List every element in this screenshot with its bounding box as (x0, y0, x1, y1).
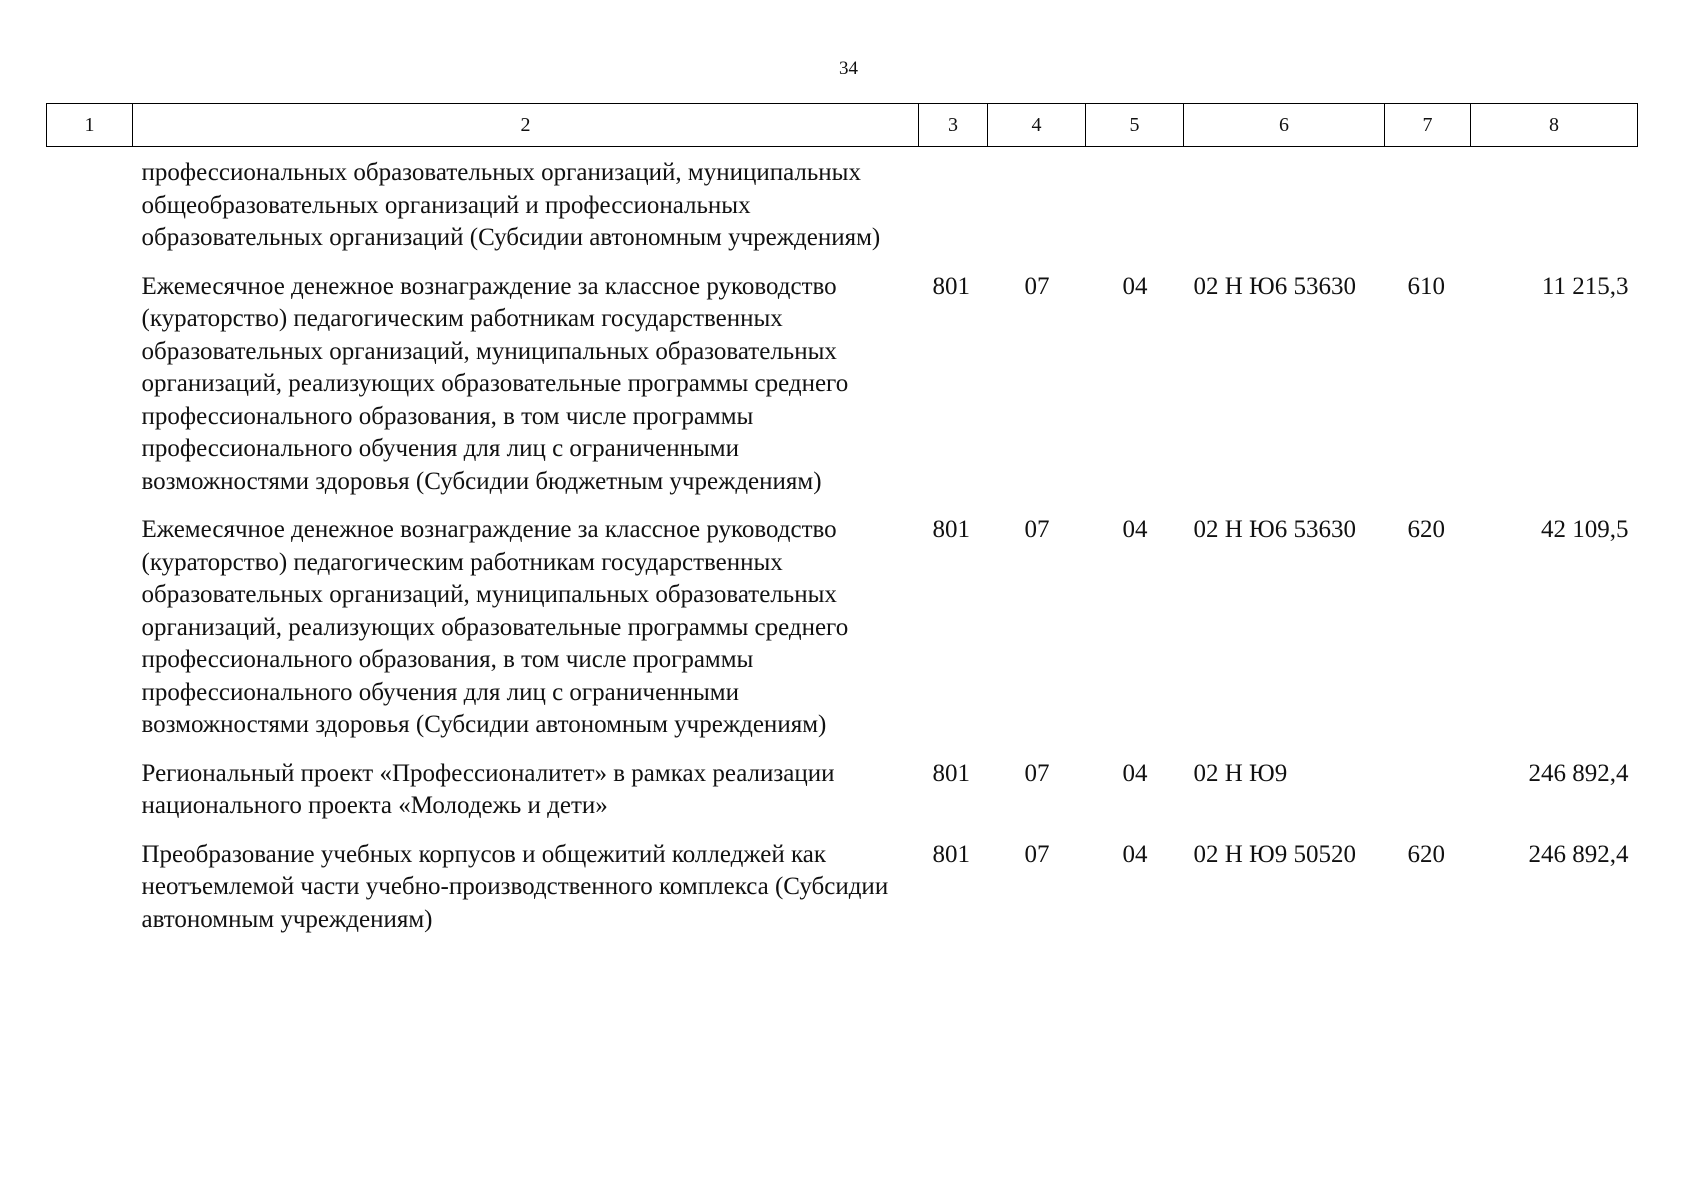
row-ministry-code: 801 (932, 840, 970, 868)
row-target-article: 02 Н Ю9 50520 (1193, 840, 1356, 868)
row-section-code: 07 (1024, 840, 1050, 868)
row-expense-type: 610 (1407, 272, 1445, 300)
table-row (47, 839, 1638, 953)
table-row (47, 514, 1638, 758)
column-header-7: 7 (1385, 104, 1471, 147)
header-row (47, 104, 1638, 147)
column-header-5: 5 (1086, 104, 1184, 147)
column-header-8: 8 (1471, 104, 1638, 147)
row-target-article: 02 Н Ю6 53630 (1193, 272, 1356, 300)
row-description: Региональный проект «Профессионалитет» в рамках реализации национального проекта «Молодежь и дети» (141, 759, 835, 819)
table-header (47, 104, 1638, 147)
row-expense-type (1385, 147, 1471, 271)
row-description: профессиональных образовательных организаций, муниципальных общеобразовательных организаций и профессиональных образовательных организаций (Субсидии автономным учреждениям) (141, 159, 881, 251)
table-row (47, 758, 1638, 839)
row-description: Ежемесячное денежное вознаграждение за классное руководство (кураторство) педагогическим работникам государственных образовательных организаций, муниципальных образовательных организаций, реализующих образовательные программы среднего профессионального образования, в том числе программы профессионального обучения для лиц с ограниченными возможностями здоровья (Субсидии автономным учреждениям) (141, 516, 849, 738)
row-description: Преобразование учебных корпусов и общежитий колледжей как неотъемлемой части учебно-производственного комплекса (Субсидии автономным учреждениям) (141, 840, 889, 933)
column-header-2: 2 (133, 104, 919, 147)
row-expense-type: 620 (1407, 516, 1445, 543)
row-amount: 11 215,3 (1541, 272, 1629, 300)
column-header-3: 3 (919, 104, 988, 147)
row-amount (1471, 147, 1638, 271)
row-subsection-code: 04 (1122, 759, 1148, 787)
row-section-code: 07 (1024, 516, 1050, 543)
table-body (47, 147, 1638, 953)
row-expense-type (1385, 758, 1471, 839)
row-amount: 246 892,4 (1528, 840, 1629, 868)
row-section-code: 07 (1024, 759, 1050, 787)
row-ministry-code: 801 (932, 516, 970, 543)
row-subsection-code: 04 (1122, 840, 1148, 868)
row-subsection-code (1086, 147, 1184, 271)
table-row (47, 271, 1638, 515)
row-expense-type: 620 (1407, 840, 1445, 868)
row-amount: 42 109,5 (1541, 516, 1629, 543)
row-amount: 246 892,4 (1528, 759, 1629, 787)
column-header-1: 1 (47, 104, 133, 147)
row-target-article: 02 Н Ю6 53630 (1193, 516, 1356, 543)
row-target-article (1184, 147, 1385, 271)
row-ministry-code (919, 147, 988, 271)
row-section-code: 07 (1024, 272, 1050, 300)
column-header-6: 6 (1184, 104, 1385, 147)
page-number: 34 (839, 58, 858, 79)
row-subsection-code: 04 (1122, 516, 1148, 543)
budget-table (46, 103, 1638, 952)
row-description: Ежемесячное денежное вознаграждение за классное руководство (кураторство) педагогическим работникам государственных образовательных организаций, муниципальных образовательных организаций, реализующих образовательные программы среднего профессионального образования, в том числе программы профессионального обучения для лиц с ограниченными возможностями здоровья (Субсидии бюджетным учреждениям) (141, 272, 849, 495)
row-section-code (988, 147, 1086, 271)
row-ministry-code: 801 (932, 759, 970, 787)
column-header-4: 4 (988, 104, 1086, 147)
row-ministry-code: 801 (932, 272, 970, 300)
table-row (47, 147, 1638, 271)
row-subsection-code: 04 (1122, 272, 1148, 300)
row-target-article: 02 Н Ю9 (1193, 759, 1288, 787)
